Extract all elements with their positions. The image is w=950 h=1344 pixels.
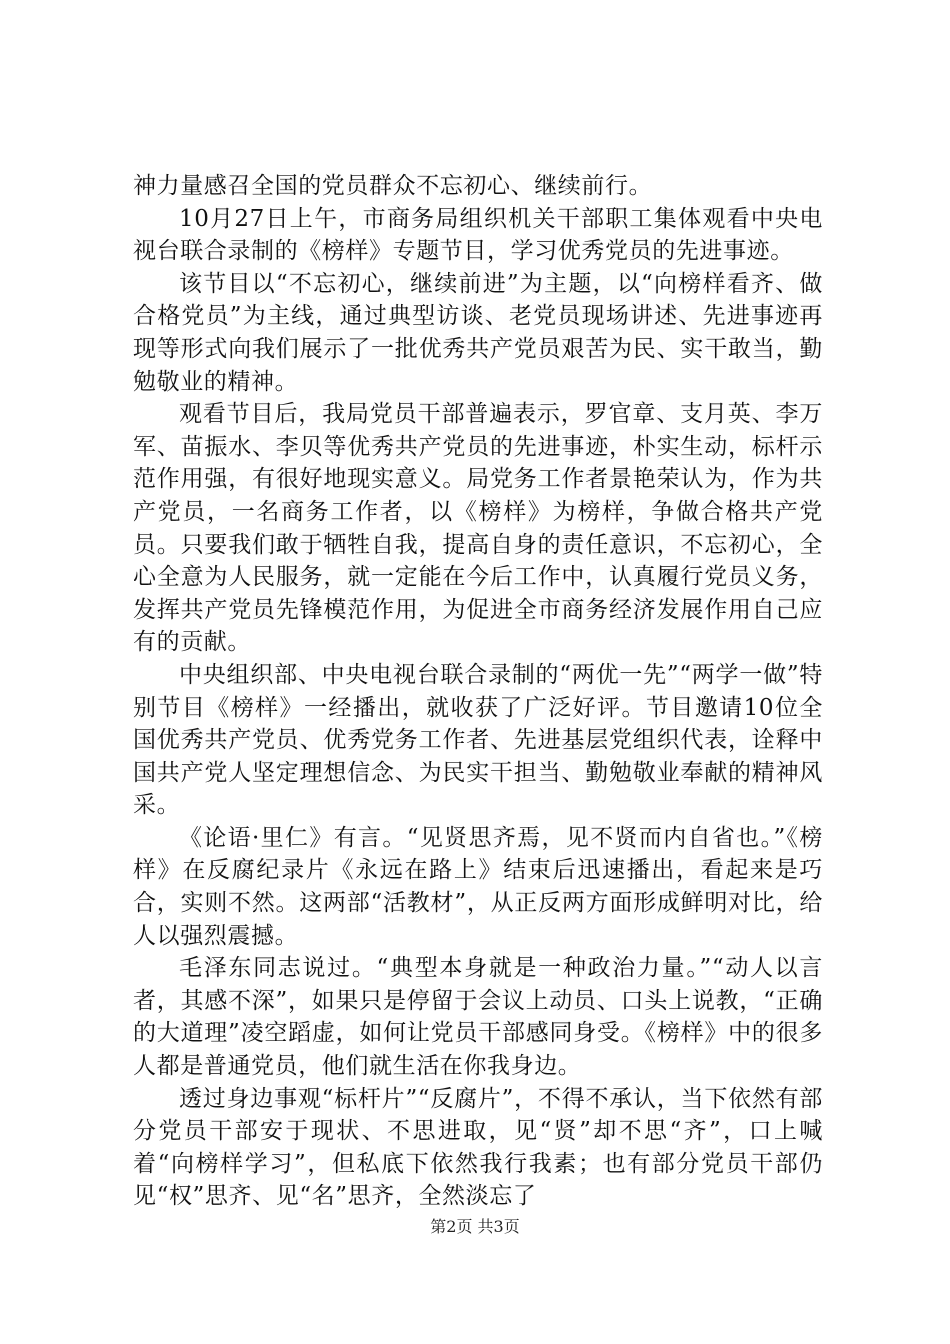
- paragraph: 观看节目后，我局党员干部普遍表示，罗官章、支月英、李万军、苗振水、李贝等优秀共产党员的先进事迹，朴实生动，标杆示范作用强，有很好地现实意义。局党务工作者景艳荣认为，作为共产党员，一名商务工作者，以《榜样》为榜样，争做合格共产党员。只要我们敢于牺牲自我，提高自身的责任意识，不忘初心，全心全意为人民服务，就一定能在今后工作中，认真履行党员义务，发挥共产党员先锋模范作用，为促进全市商务经济发展作用自己应有的贡献。: [133, 401, 823, 656]
- paragraph: 《论语·里仁》有言。“见贤思齐焉，见不贤而内自省也。”《榜样》在反腐纪录片《永远在路上》结束后迅速播出，看起来是巧合，实则不然。这两部“活教材”，从正反两方面形成鲜明对比，给人以强烈震撼。: [133, 824, 823, 949]
- paragraph: 毛泽东同志说过。“典型本身就是一种政治力量。”“动人以言者，其感不深”，如果只是停留于会议上动员、口头上说教，“正确的大道理”凌空蹈虚，如何让党员干部感同身受。《榜样》中的很多人都是普通党员，他们就生活在你我身边。: [133, 955, 823, 1080]
- paragraph-continued: 神力量感召全国的党员群众不忘初心、继续前行。: [133, 173, 653, 199]
- paragraph: 该节目以“不忘初心，继续前进”为主题，以“向榜样看齐、做合格党员”为主线，通过典型访谈、老党员现场讲述、先进事迹再现等形式向我们展示了一批优秀共产党员艰苦为民、实干敢当，勤勉敬业的精神。: [133, 270, 823, 395]
- page-footer: 第2页 共3页: [430, 1217, 520, 1236]
- paragraph: 10月27日上午，市商务局组织机关干部职工集体观看中央电视台联合录制的《榜样》专题节目，学习优秀党员的先进事迹。: [133, 205, 823, 265]
- paragraph: 中央组织部、中央电视台联合录制的“两优一先”“两学一做”特别节目《榜样》一经播出，就收获了广泛好评。节目邀请10位全国优秀共产党员、优秀党务工作者、先进基层党组织代表，诠释中国共产党人坚定理想信念、为民实干担当、勤勉敬业奉献的精神风采。: [133, 661, 823, 819]
- body-text: [133, 170, 823, 1213]
- paragraph: 透过身边事观“标杆片”“反腐片”，不得不承认，当下依然有部分党员干部安于现状、不思进取，见“贤”却不思“齐”，口上喊着“向榜样学习”，但私底下依然我行我素；也有部分党员干部仍见“权”思齐、见“名”思齐，全然淡忘了: [133, 1085, 823, 1210]
